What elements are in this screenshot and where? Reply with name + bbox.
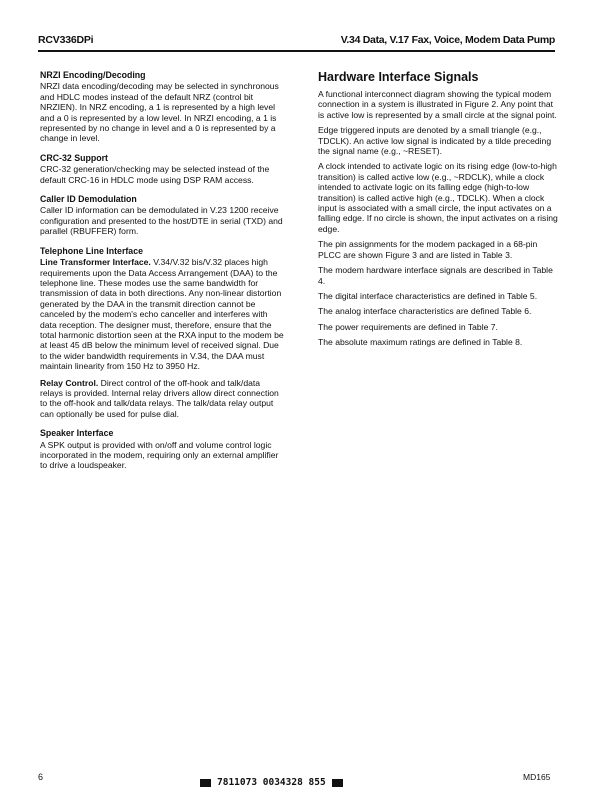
left-column — [40, 70, 284, 480]
hw-paragraph: Edge triggered inputs are denoted by a small triangle (e.g., TDCLK). An active low signal is indicated by a tilde preceding the signal name (e.g., ~RESET). — [318, 125, 552, 157]
header-product-name: RCV336DPi — [38, 34, 94, 46]
crc-section — [40, 153, 284, 185]
barcode-text: 7811073 0034328 855 — [217, 777, 326, 788]
barcode — [200, 777, 343, 788]
hw-paragraph: The pin assignments for the modem packaged in a 68-pin PLCC are shown Figure 3 and are listed in Table 3. — [318, 239, 538, 260]
hw-paragraph: The absolute maximum ratings are defined in Table 8. — [318, 337, 523, 348]
hw-paragraph: The power requirements are defined in Table 7. — [318, 321, 498, 332]
speaker-section — [40, 428, 284, 471]
line-transformer-paragraph — [40, 257, 284, 371]
header-rule — [38, 50, 555, 52]
barcode-block-left — [200, 779, 211, 787]
callerid-section — [40, 194, 284, 237]
line-transformer-runin: Line Transformer Interface. — [40, 257, 151, 268]
relay-control-runin: Relay Control. — [40, 377, 99, 388]
nrzi-paragraph: NRZI data encoding/decoding may be selected in synchronous and HDLC modes instead of the default NRZ (control bit NRZIEN). In NRZ encoding, a 1 is represented by a high level and a 0 is represented by a low level. In NRZI encoding, a 1 is represented by no change in level and a 0 is represented by a change in level. — [40, 81, 279, 144]
nrzi-section — [40, 70, 284, 144]
relay-control-text: Direct control of the off-hook and talk/data relays is provided. Internal relay drivers allow direct connection to the off-hook and talk/data relays. The talk/data relay output can optionally be used for pulse dial. — [40, 377, 279, 419]
document-code: MD165 — [523, 772, 551, 782]
header-document-title: V.34 Data, V.17 Fax, Voice, Modem Data Pump — [340, 34, 555, 46]
hw-paragraph: A clock intended to activate logic on its rising edge (low-to-high transition) is called active low (e.g., ~RDCLK), while a clock intended to activate logic on its falling edge (high-to-low transition) is called active high (e.g., TDCLK). When a clock input is associated with a small circle, the input activates on a falling edge. If no circle is shown, the input activates on a rising edge. — [318, 161, 558, 234]
callerid-paragraph: Caller ID information can be demodulated in V.23 1200 receive configuration and presented to the host/DTE in serial (TXD) and parallel (RBUFFER) form. — [40, 205, 283, 237]
callerid-heading: Caller ID Demodulation — [40, 194, 137, 205]
crc-heading: CRC-32 Support — [40, 152, 108, 163]
speaker-paragraph: A SPK output is provided with on/off and volume control logic incorporated in the modem, requiring only an external amplifier to drive a loudspeaker. — [40, 439, 279, 471]
hw-paragraph: A functional interconnect diagram showing the typical modem connection in a system is illustrated in Figure 2. Any point that is active low is represented by a small circle at the signal point. — [318, 89, 557, 120]
line-transformer-text: V.34/V.32 bis/V.32 places high requirements upon the Data Access Arrangement (DAA) to the telephone line. These modes use the same bandwidth for transmission of data in both directions. Any non-linear distortion generated by the DAA in the transmit direction cannot be canceled by the modem's echo canceller and interferes with data reception. The designer must, therefore, ensure that the total harmonic distortion seen at the RXA input to the modem be at least 45 dB below the minimum level of received signal. Due to the wider bandwidth requirements in V.34, the DAA must maintain linearity from 150 Hz to 3950 Hz. — [40, 257, 284, 372]
hw-paragraph: The digital interface characteristics are defined in Table 5. — [318, 290, 538, 301]
page-number: 6 — [38, 772, 44, 782]
right-column — [318, 70, 558, 353]
barcode-block-right — [332, 779, 343, 787]
relay-control-paragraph — [40, 378, 284, 420]
hw-paragraph: The modem hardware interface signals are described in Table 4. — [318, 265, 553, 286]
crc-paragraph: CRC-32 generation/checking may be selected instead of the default CRC-16 in HDLC mode using DSP RAM access. — [40, 164, 270, 185]
telephone-line-section — [40, 246, 284, 420]
nrzi-heading: NRZI Encoding/Decoding — [40, 70, 146, 80]
speaker-heading: Speaker Interface — [40, 428, 114, 439]
hw-paragraph: The analog interface characteristics are defined Table 6. — [318, 306, 532, 317]
hardware-interface-heading: Hardware Interface Signals — [318, 70, 479, 84]
telephone-line-heading: Telephone Line Interface — [40, 245, 143, 256]
